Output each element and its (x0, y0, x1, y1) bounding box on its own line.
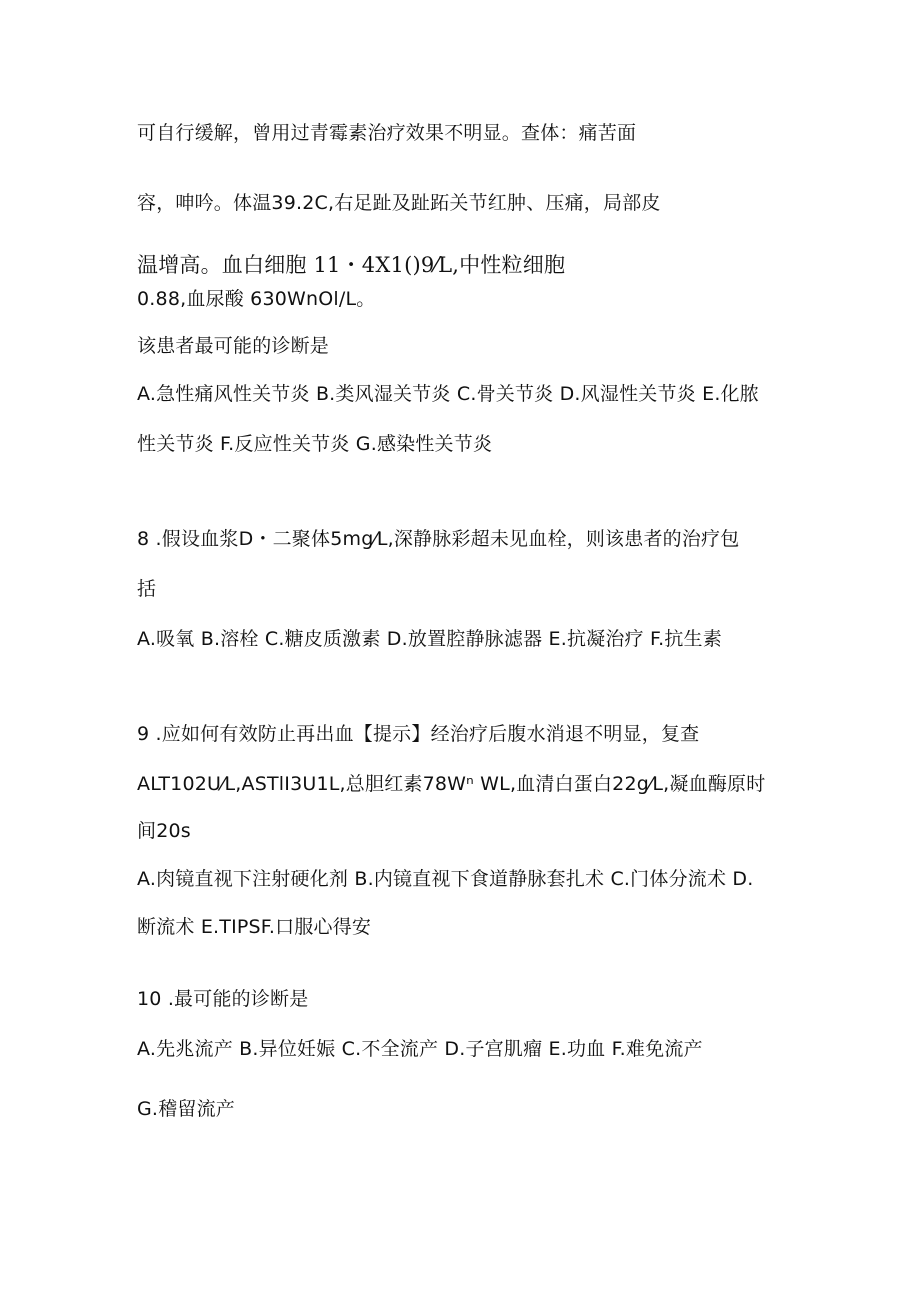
options-line-1: A.急性痛风性关节炎 B.类风湿关节炎 C.骨关节炎 D.风湿性关节炎 E.化脓 (137, 383, 759, 405)
text-line-3: 温增高。血白细胞 11・4X1()9⁄L,中性粒细胞 (137, 253, 566, 277)
question-8-line-2: 括 (137, 578, 157, 600)
question-10-line-1: 10 .最可能的诊断是 (137, 988, 309, 1010)
options-line-2: 性关节炎 F.反应性关节炎 G.感染性关节炎 (137, 433, 493, 455)
text-line-4: 0.88,血尿酸 630WnOl/L。 (137, 288, 376, 310)
question-8-options: A.吸氧 B.溶栓 C.糖皮质激素 D.放置腔静脉滤器 E.抗凝治疗 F.抗生素 (137, 628, 722, 650)
question-9-line-3: 间20s (137, 820, 191, 842)
question-prompt: 该患者最可能的诊断是 (137, 335, 330, 357)
question-9-options-1: A.肉镜直视下注射硬化剂 B.内镜直视下食道静脉套扎术 C.门体分流术 D. (137, 868, 754, 890)
text-line-1: 可自行缓解，曾用过青霉素治疗效果不明显。查体：痛苦面 (137, 122, 637, 144)
question-9-options-2: 断流术 E.TIPSF.口服心得安 (137, 916, 372, 938)
text-line-2: 容，呻吟。体温39.2C,右足趾及趾跖关节红肿、压痛，局部皮 (137, 192, 661, 214)
question-8-line-1: 8 .假设血浆D・二聚体5mg⁄L,深静脉彩超未见血栓，则该患者的治疗包 (137, 528, 740, 550)
question-9-line-2: ALT102U⁄L,ASTlI3U1L,总胆红素78Wⁿ WL,血清白蛋白22g⁄L,凝血酶原时 (137, 773, 766, 795)
question-10-options-2: G.稽留流产 (137, 1098, 235, 1120)
question-9-line-1: 9 .应如何有效防止再出血【提示】经治疗后腹水消退不明显，复查 (137, 723, 700, 745)
question-10-options-1: A.先兆流产 B.异位妊娠 C.不全流产 D.子宫肌瘤 E.功血 F.难免流产 (137, 1038, 703, 1060)
